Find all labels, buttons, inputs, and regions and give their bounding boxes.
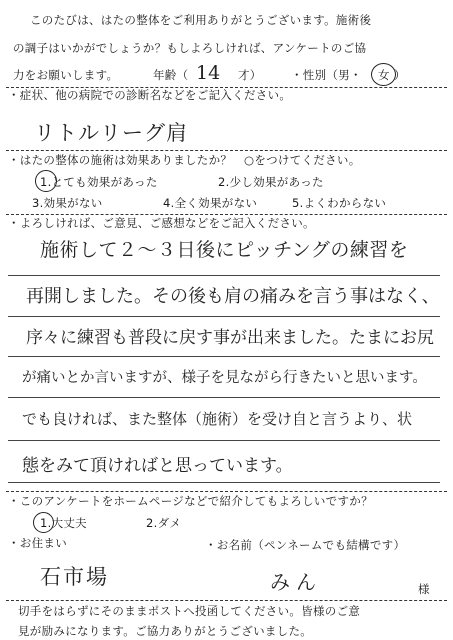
q2-option-3: 3.効果がない bbox=[32, 196, 103, 210]
age-value: 14 bbox=[196, 62, 221, 84]
q4-question: ・このアンケートをホームページなどで紹介してもよろしいですか？ bbox=[8, 494, 373, 508]
residence-value: 石市場 bbox=[40, 565, 109, 589]
q3-answer-line-4: が痛いとか言いますが、様子を見ながら行きたいと思います。 bbox=[22, 370, 427, 386]
divider bbox=[6, 491, 447, 492]
q3-answer-line-1: 施術して２～３日後にピッチングの練習を bbox=[40, 239, 409, 261]
intro-line-2: の調子はいかがでしょうか？もしよろしければ、アンケートのご協 bbox=[13, 41, 367, 55]
footer-line-1: 切手をはらずにそのままポストへ投函してください。皆様のご意 bbox=[18, 604, 361, 618]
ruled-line bbox=[8, 440, 440, 441]
q3-answer-line-5: でも良ければ、また整体（施術）を受け自と言うより、状 bbox=[22, 410, 413, 428]
age-unit: 才） bbox=[238, 68, 262, 82]
q4-option-2: 2.ダメ bbox=[146, 516, 182, 530]
q1-question: ・症状、他の病院での診断名などをご記入ください。 bbox=[8, 88, 292, 102]
gender-circle-mark bbox=[371, 63, 396, 86]
name-value: みん bbox=[270, 570, 322, 594]
footer-line-2: 見が励みになります。ご協力ありがとうございました。 bbox=[18, 624, 313, 638]
ruled-line bbox=[8, 397, 440, 398]
q2-option-4: 4.全く効果がない bbox=[163, 196, 258, 210]
divider bbox=[6, 214, 447, 215]
q1-answer: リトルリーグ肩 bbox=[34, 121, 188, 145]
intro-line-3: 力をお願いします。 bbox=[13, 68, 119, 82]
q3-answer-line-6: 態をみて頂ければと思っています。 bbox=[22, 456, 293, 476]
gender-value: 女 bbox=[378, 68, 390, 82]
q2-option-2: 2.少し効果があった bbox=[218, 175, 324, 189]
age-label: 年齢（ bbox=[153, 68, 189, 82]
ruled-line bbox=[8, 356, 440, 357]
q3-answer-line-3: 序々に練習も普段に戻す事が出来ました。たまにお尻 bbox=[26, 328, 434, 348]
q4-selected-circle-mark bbox=[33, 512, 54, 533]
name-suffix: 様 bbox=[418, 582, 430, 596]
divider bbox=[6, 600, 447, 601]
q2-question: ・はたの整体の施術は効果ありましたか？ ○をつけてください。 bbox=[8, 153, 361, 167]
q2-option-5: 5.よくわからない bbox=[292, 196, 387, 210]
q3-answer-line-2: 再開しました。その後も肩の痛みを言う事はなく、 bbox=[26, 286, 440, 307]
divider bbox=[6, 150, 447, 151]
q2-option-1: 1.とても効果があった bbox=[40, 175, 158, 189]
ruled-line bbox=[8, 316, 440, 317]
intro-line-1: このたびは、はたの整体をご利用ありがとうございます。施術後 bbox=[30, 13, 372, 27]
q4-option-1: 1.大丈夫 bbox=[40, 516, 87, 530]
gender-close: ） bbox=[394, 68, 406, 82]
gender-label: ・性別（男・ bbox=[291, 68, 362, 82]
name-label: ・お名前（ペンネームでも結構です） bbox=[205, 538, 406, 552]
ruled-line bbox=[8, 482, 440, 483]
ruled-line bbox=[8, 275, 440, 276]
residence-label: ・お住まい bbox=[8, 536, 67, 550]
q2-selected-circle-mark bbox=[35, 170, 57, 192]
q3-question: ・よろしければ、ご意見、ご感想などをご記入ください。 bbox=[8, 216, 315, 230]
